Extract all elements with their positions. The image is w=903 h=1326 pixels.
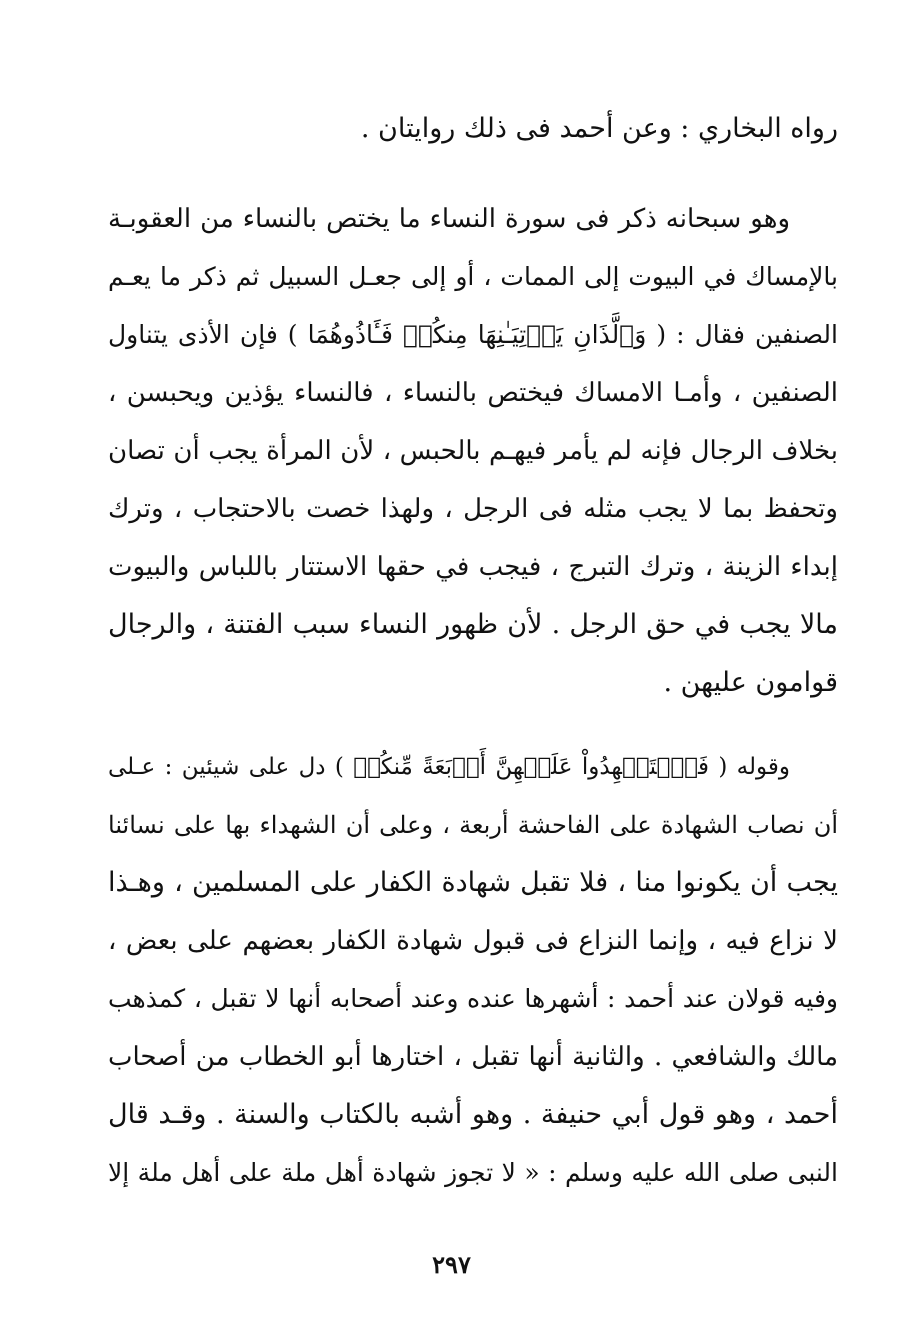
paragraph-punishment [108, 190, 838, 712]
text-line: مالك والشافعي . والثانية أنها تقبل ، اختارها أبو الخطاب من أصحاب [108, 1042, 838, 1072]
text-line: وهو سبحانه ذكر فى سورة النساء ما يختص بالنساء من العقوبـة [108, 204, 790, 234]
text-line: رواه البخاري : وعن أحمد فى ذلك روايتان . [360, 113, 838, 144]
text-line: قوامون عليهن . [663, 667, 838, 698]
page-number: ٢٩٧ [432, 1250, 471, 1279]
text-line: أن نصاب الشهادة على الفاحشة أربعة ، وعلى أن الشهداء بها على نسائنا [108, 811, 838, 839]
text-line: بخلاف الرجال فإنه لم يأمر فيهـم بالحبس ، لأن المرأة يجب أن تصان [108, 436, 838, 466]
text-line: النبى صلى الله عليه وسلم : « لا تجوز شهادة أهل ملة على أهل ملة إلا [108, 1158, 838, 1187]
text-line: لا نزاع فيه ، وإنما النزاع فى قبول شهادة الكفار بعضهم على بعض ، [108, 926, 838, 956]
text-line: مالا يجب في حق الرجل . لأن ظهور النساء سبب الفتنة ، والرجال [108, 609, 838, 640]
text-line: وفيه قولان عند أحمد : أشهرها عنده وعند أصحابه أنها لا تقبل ، كمذهب [108, 984, 838, 1013]
text-line: يجب أن يكونوا منا ، فلا تقبل شهادة الكفار على المسلمين ، وهـذا [108, 867, 838, 898]
text-line: وقوله ( فَٱسۡتَشۡهِدُواْ عَلَيۡهِنَّ أَرۡبَعَةً مِّنكُمۡ ) دل على شيئين : عـلى [108, 754, 790, 780]
paragraph-citation [108, 100, 838, 158]
text-line: بالإمساك في البيوت إلى الممات ، أو إلى جعـل السبيل ثم ذكر ما يعـم [108, 262, 838, 291]
paragraph-witnesses [108, 738, 838, 1202]
text-line: وتحفظ بما لا يجب مثله فى الرجل ، ولهذا خصت بالاحتجاب ، وترك [108, 494, 838, 524]
text-line: أحمد ، وهو قول أبي حنيفة . وهو أشبه بالكتاب والسنة . وقـد قال [108, 1099, 838, 1130]
text-line: الصنفين فقال : ( وَٱلَّذَانِ يَأۡتِيَـٰنِهَا مِنكُمۡ فَـَٔاذُوهُمَا ) فإن الأذى يتناول [108, 320, 838, 349]
text-line: الصنفين ، وأمـا الامساك فيختص بالنساء ، فالنساء يؤذين ويحبسن ، [108, 378, 838, 408]
text-line: إبداء الزينة ، وترك التبرج ، فيجب في حقها الاستتار باللباس والبيوت [108, 552, 838, 582]
